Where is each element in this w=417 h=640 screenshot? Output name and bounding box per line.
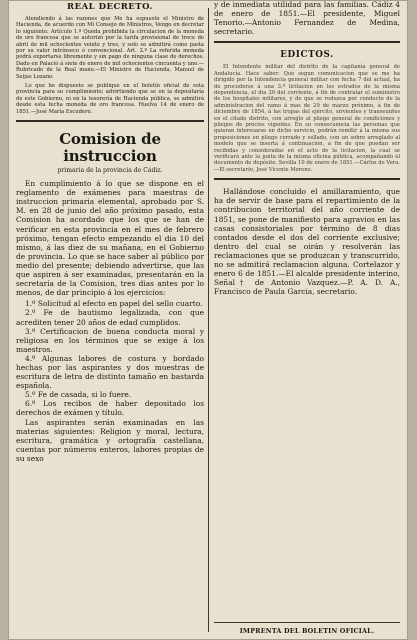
footer	[214, 618, 400, 635]
closing-text: Las aspirantes serán examinadas en las materias siguientes: Religion y moral, lectura, escritura, gramática y ortografía castellana, cuentas por números enteros, labores propias de su sexo	[16, 417, 204, 463]
printer-label: IMPRENTA DEL BOLETIN OFICIAL.	[239, 627, 375, 635]
decree-note: Lo que he dispuesto se publique en el boletín oficial de esta provincia para su cumplimiento; advirtiendo que se en la depositaría de este Gobierno, ni en la tesorería de Hacienda pública, se admitirá desde esta fecha moneda de oro francesa. Huelva 14 de enero de 1851.—José María Escudero.	[16, 83, 204, 115]
commission-title: Comision de instruccion	[59, 130, 161, 166]
item-2: 2.º Fe de bautismo legalizada, con que acrediten tener 20 años de edad cumplidos.	[16, 308, 204, 327]
amillaramiento-text: Hallándose concluido el amillaramiento, que ha de servir de base para el repartimiento de la contribucion territorial del año corriente de 1851, se pone de manifiesto para agravios en las casas consistoriales por término de 8 dias contados desde el dos del corriente exclusive; dentro del cual se oirán y resolverán las reclamaciones que se produzcan y transcurrido, no se admitirá reclamacion alguna. Cortelazor y enero 6 de 1851.—El alcalde presidente interino, Señal† de Antonio Vazquez.—P. A. D. A., Francisco de Paula Garcia, secretario.	[214, 187, 400, 297]
item-4: 4.º Algunas labores de costura y bordado hechas por las aspirantes y dos muestras de escritura de letra de distinto tamaño en bastarda española.	[16, 353, 204, 391]
commission-text: En cumplimiento á lo que se dispone en el reglamento de exámenes para maestras de instruccion primaria elemental, aprobado por S. M. en 28 de junio del año próximo pasado, esta Comision ha acordado que los que se han de verificar en esta provincia en el mes de febrero próximo, tengan efecto empezando el dia 10 del mismo, á las diez de su mañana, en el Gobierno de provincia. Lo que se hace saber al público por medio del presente; debiendo advertirse, que las que aspiren á ser examinadas, presentarán en la secretaría de la Comision, tres dias antes por lo menos, de dar principio á los ejercicios:	[16, 179, 204, 298]
footer-line	[214, 622, 400, 623]
section-divider	[16, 120, 204, 122]
column-divider	[208, 8, 209, 632]
right-divider-2	[214, 178, 400, 180]
edictos-text: El Intendente militar del distrito de la capitanía general de Andalucía. Hace saber: Que segun comunicacion que se me ha dirigido por la Intendencia general militar con fecha 7 del actual, ha de procederse á una 3.ª licitacion en los estrados de la misma dependencia, el dia 29 del corriente, á fin de contratar el suministro de los hospitales militares, y de que se reduzca por conducto de la administracion del ramo á mas de 29 de marzo próximo, á fin de diciembre de 1854, á las tropas del ejército, sirvientes y transeuntes en el citado distrito, con arreglo al pliego general de condiciones y pliegos de precios vigentes. En su consecuencia las personas que quieran interesarse en dicho servicio, podrán remitir á la misma sus proposiciones en pliego cerrado y sellado, con un sobre arreglado al modelo que se inserta á continuacion, a fin de que puedan ser recibidas y consideradas en el acto de la licitacion, la cual se verificará ante la junta de la misma oficina pública, acompañando el documento de depósito. Sevilla 10 de enero de 1851.—Cárlos de Vera.—El secretario, José Vicente Moreno.	[214, 64, 400, 173]
item-5: 5.º Fe de casada, si lo fuere.	[25, 390, 132, 400]
right-top-text: y de inmediata utilidad para las familias. Cádiz 4 de enero de 1851.—El presidente, Miguel Tenorio.—Antonio Fernandez de Medina, secretario.	[214, 0, 400, 37]
left-column	[16, 0, 204, 640]
item-1: 1.º Solicitud al efecto en papel del sello cuarto.	[25, 299, 203, 309]
item-3: 3.º Certificacion de buena conducta moral y religiosa en los términos que se exige á los maestros.	[16, 326, 204, 354]
edictos-title: EDICTOS.	[280, 50, 334, 61]
right-divider-1	[214, 41, 400, 43]
decree-text: Atendiendo á las razones que Me ha espuesto el Ministro de Hacienda, de acuerdo con Mi Consejo de Ministros, Vengo en decretar lo siguiente: Artículo 1.º Queda prohibida la circulacion de la moneda de oro francesa que se autorizó por la tarifa provisional de trece de abril de mil ochocientos veinte y tres, y solo se admitirá como pasta por su valor intrínseco ó convencional. Art. 2.º La referida moneda podrá exportarse libremente y sin pago de ninguna clase de derechos. Dado en Palacio á siete de enero de mil ochocientos cincuenta y uno.—Rubricado de la Real mano.—El Ministro de Hacienda, Manuel de Seijas Lozano.	[16, 16, 204, 80]
newspaper-page	[8, 0, 408, 640]
decree-title: REAL DECRETO.	[67, 2, 153, 12]
commission-subtitle: primaria de la provincia de Cádiz.	[57, 167, 163, 175]
item-6: 6.º Los recibos de haber depositado los derechos de exámen y título.	[16, 399, 204, 418]
right-column	[214, 0, 400, 640]
